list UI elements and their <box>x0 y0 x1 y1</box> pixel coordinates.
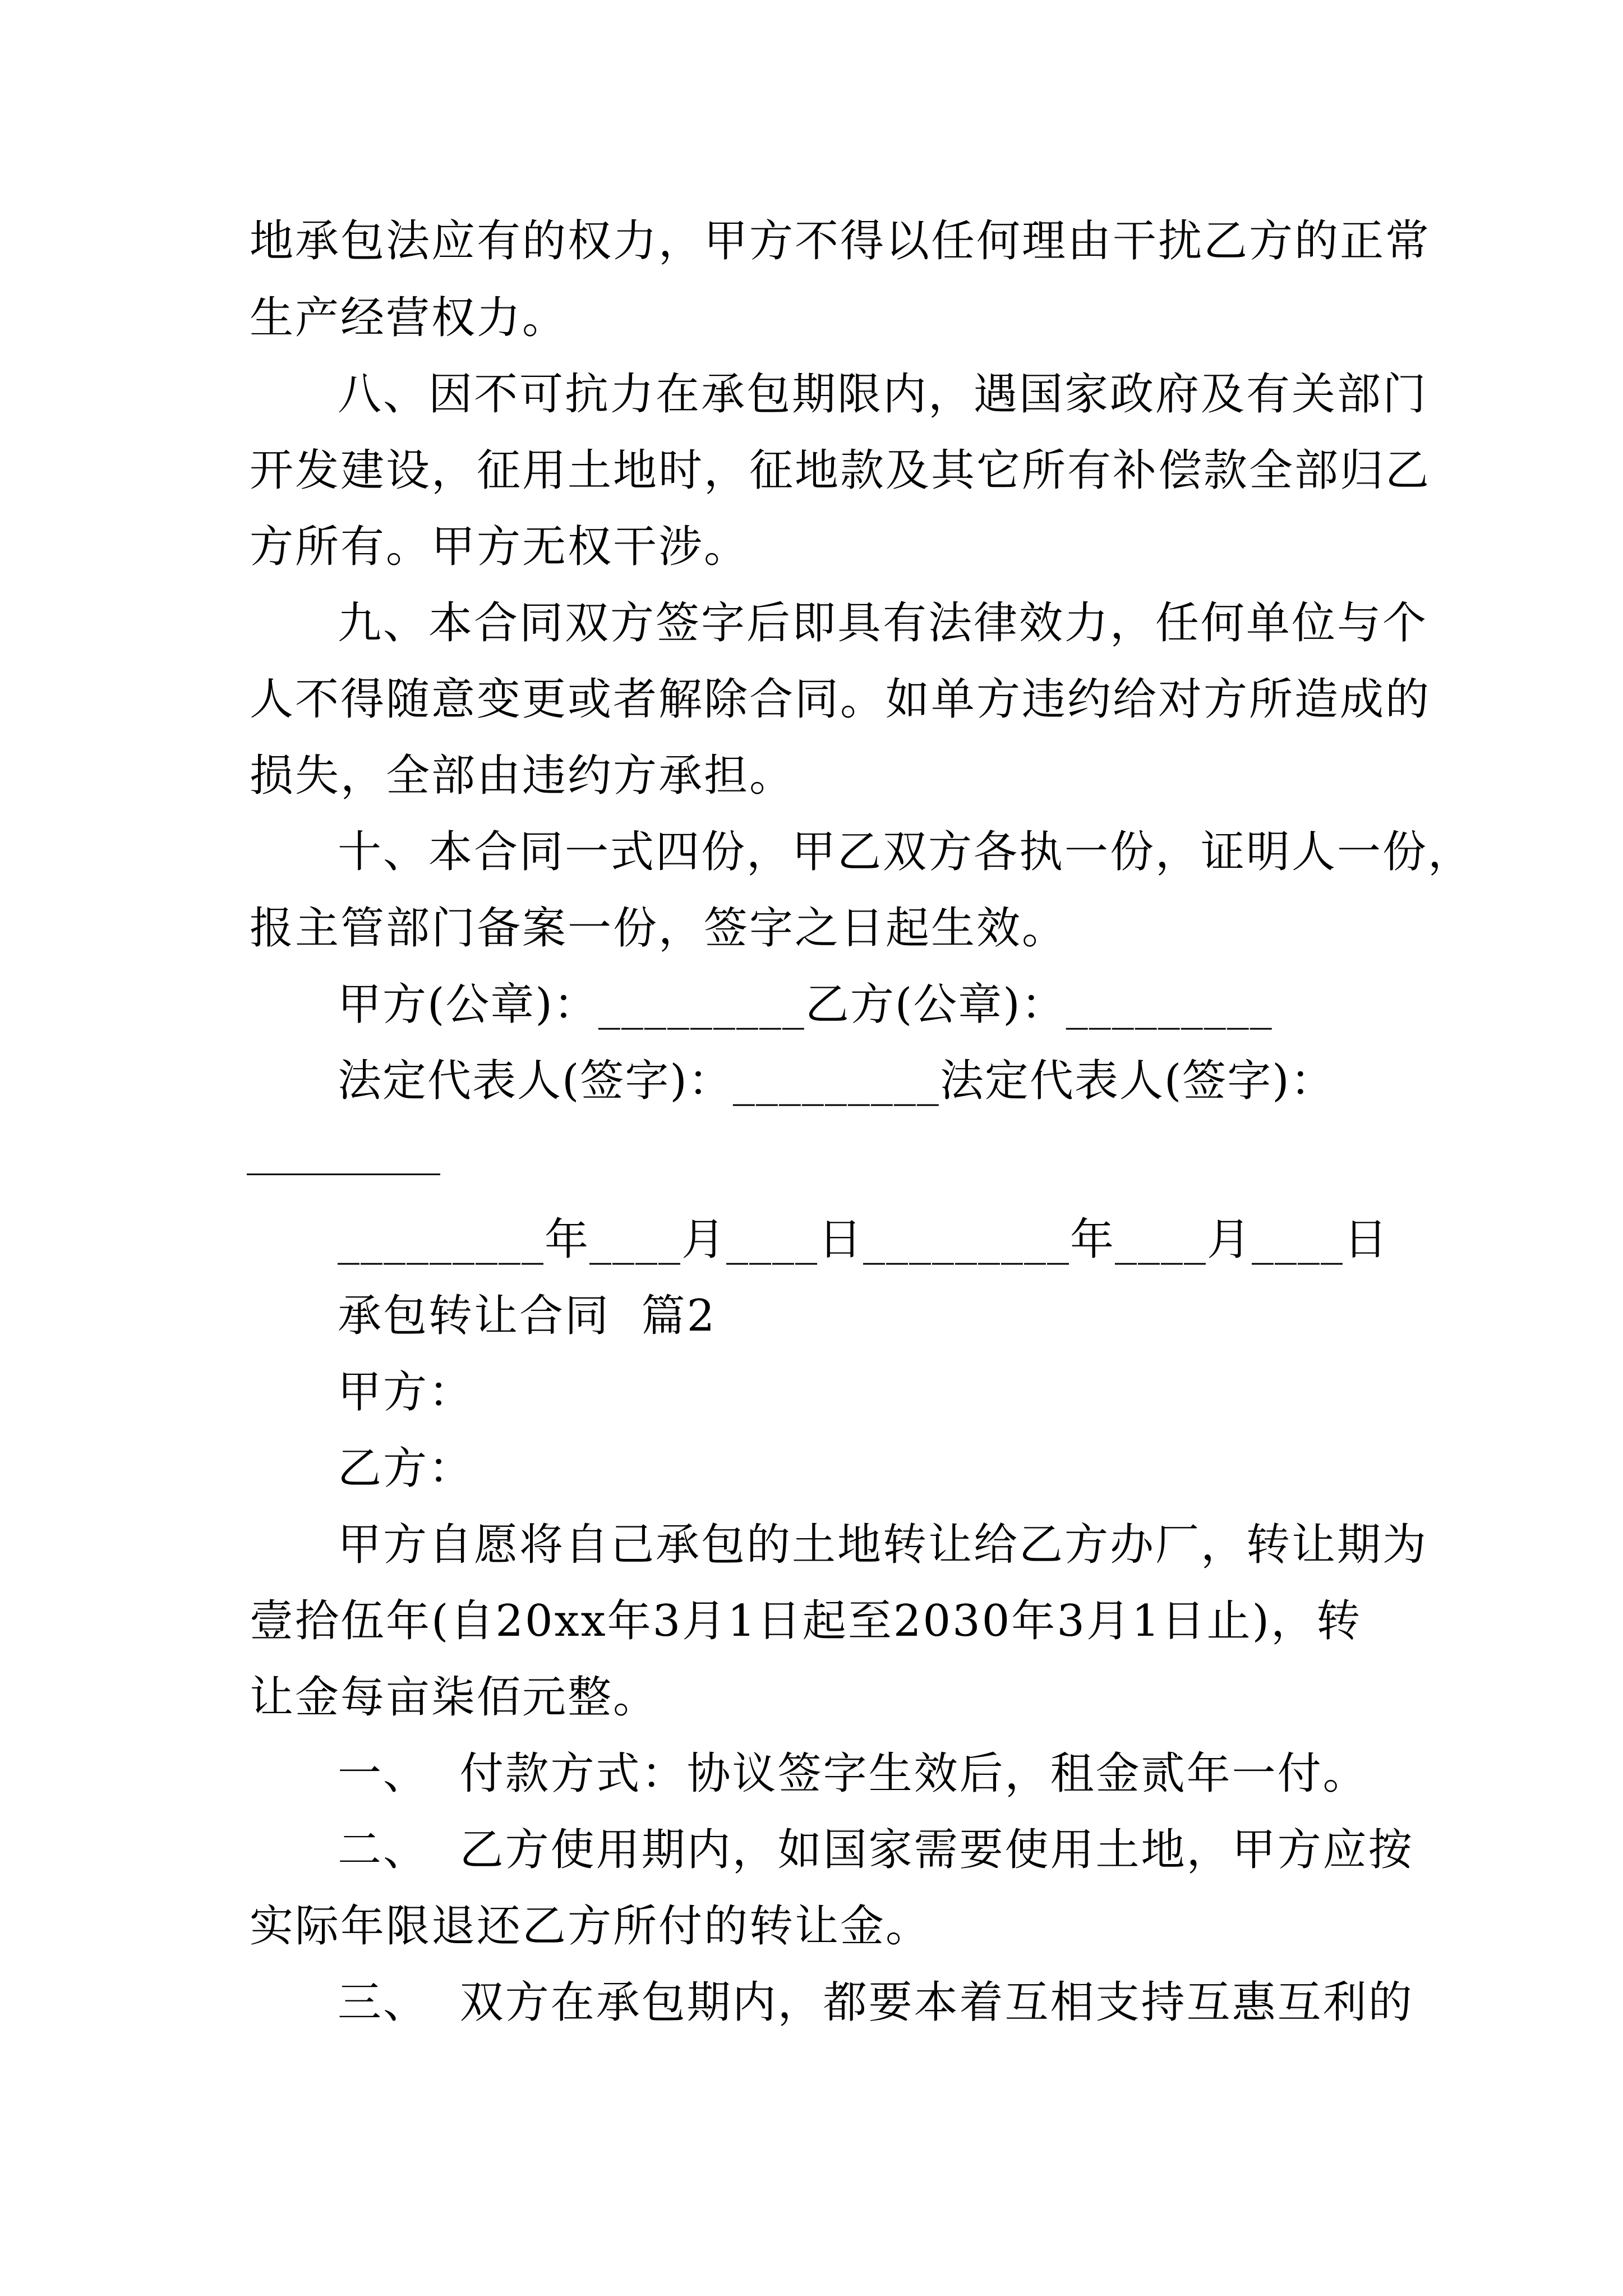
paragraph-line: 方所有。甲方无权干涉。 <box>250 522 750 572</box>
paragraph-line: 人不得随意变更或者解除合同。如单方违约给对方所造成的 <box>250 674 1431 725</box>
paragraph-line: 让金每亩柒佰元整。 <box>250 1672 659 1723</box>
paragraph-line: 十、本合同一式四份，甲乙双方各执一份，证明人一份， <box>338 827 1474 877</box>
clause-line: 实际年限退还乙方所付的转让金。 <box>250 1901 932 1952</box>
date-line: _________年____月____日_________年____月____日 <box>338 1214 1389 1265</box>
paragraph-line: 八、因不可抗力在承包期限内，遇国家政府及有关部门 <box>338 369 1428 420</box>
clause-line: 三、 双方在承包期内，都要本着互相支持互惠互利的 <box>338 1977 1414 2028</box>
clause-line: 一、 付款方式：协议签字生效后，租金贰年一付。 <box>338 1749 1368 1799</box>
party-a-label: 甲方： <box>338 1367 474 1418</box>
paragraph-line: 九、本合同双方签字后即具有法律效力，任何单位与个 <box>338 598 1428 648</box>
signature-blank <box>247 1174 440 1175</box>
paragraph-line: 壹拾伍年(自20xx年3月1日起至2030年3月1日止)，转 <box>250 1596 1362 1646</box>
paragraph-line: 甲方自愿将自己承包的土地转让给乙方办厂，转让期为 <box>338 1520 1428 1570</box>
clause-line: 二、 乙方使用期内，如国家需要使用土地，甲方应按 <box>338 1825 1414 1875</box>
party-b-label: 乙方： <box>338 1443 474 1494</box>
paragraph-line: 生产经营权力。 <box>250 293 568 343</box>
signature-line-seal: 甲方(公章)：_________乙方(公章)：_________ <box>338 979 1273 1030</box>
paragraph-line: 地承包法应有的权力，甲方不得以任何理由干扰乙方的正常 <box>250 216 1431 266</box>
paragraph-line: 开发建设，征用土地时，征地款及其它所有补偿款全部归乙 <box>250 445 1431 496</box>
paragraph-line: 损失，全部由违约方承担。 <box>250 751 795 801</box>
signature-line-representative: 法定代表人(签字)：_________法定代表人(签字)： <box>338 1056 1335 1106</box>
section-title: 承包转让合同 篇2 <box>338 1291 717 1341</box>
paragraph-line: 报主管部门备案一份，签字之日起生效。 <box>250 903 1068 954</box>
